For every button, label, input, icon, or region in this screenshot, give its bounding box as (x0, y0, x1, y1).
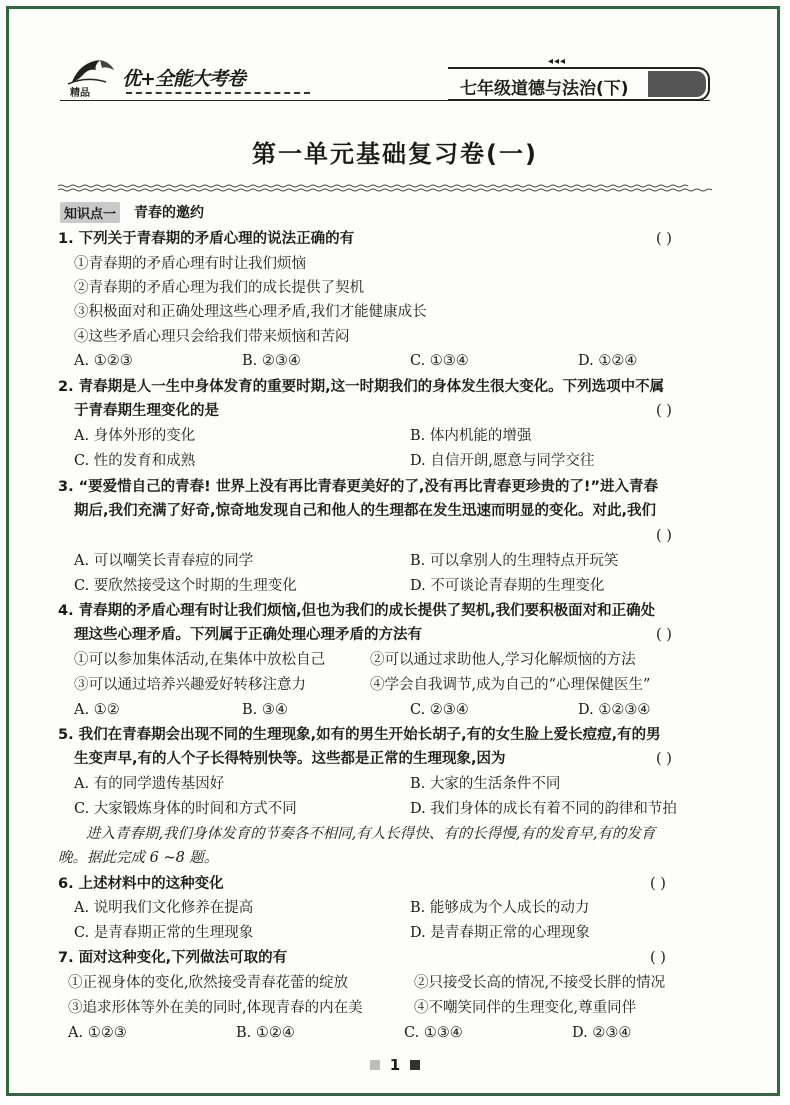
question-2-option-c: C. 性的发育和成熟 (74, 453, 196, 469)
header-subject: 七年级道德与法治(下) (460, 79, 629, 99)
question-4-item-1: ①可以参加集体活动,在集体中放松自己 (74, 652, 326, 668)
question-4-stem-line-2: 理这些心理矛盾。下列属于正确处理心理矛盾的方法有 (74, 627, 422, 643)
question-2-stem-line-1: 2. 青春期是人一生中身体发育的重要时期,这一时期我们的身体发生很大变化。下列选项中不属 (58, 379, 665, 395)
question-1-stem: 1. 下列关于青春期的矛盾心理的说法正确的有 (58, 231, 355, 247)
question-4-option-a: A. ①② (74, 702, 120, 718)
logo-dashed-rule (126, 92, 310, 94)
question-7-option-d: D. ②③④ (572, 1025, 632, 1041)
question-1-item-1: ①青春期的矛盾心理有时让我们烦恼 (74, 256, 306, 272)
question-5-answer-bracket: ( ) (656, 751, 672, 767)
question-6-option-d: D. 是青春期正常的心理现象 (410, 925, 590, 941)
question-4-option-d: D. ①②③④ (578, 702, 651, 718)
question-5-option-d: D. 我们身体的成长有着不同的韵律和节拍 (410, 801, 677, 817)
question-1-option-a: A. ①②③ (74, 353, 133, 369)
question-6-option-b: B. 能够成为个人成长的动力 (410, 900, 590, 916)
question-4-stem-line-1: 4. 青春期的矛盾心理有时让我们烦恼,但也为我们的成长提供了契机,我们要积极面对和正确处 (58, 603, 656, 619)
question-3-option-d: D. 不可谈论青春期的生理变化 (410, 578, 605, 594)
question-7-item-3: ③追求形体等外在美的同时,体现青春的内在美 (68, 1000, 363, 1016)
question-1-answer-bracket: ( ) (656, 231, 672, 247)
knowledge-point-tag: 知识点一 (60, 202, 120, 223)
question-5-stem-line-1: 5. 我们在青春期会出现不同的生理现象,如有的男生开始长胡子,有的女生脸上爱长痘痘,有的男 (58, 727, 661, 743)
question-3-answer-bracket: ( ) (656, 528, 672, 544)
question-6-answer-bracket: ( ) (650, 876, 666, 892)
question-2-answer-bracket: ( ) (656, 403, 672, 419)
logo-brand-text: 优+全能大考卷 (122, 68, 245, 90)
question-3-option-a: A. 可以嘲笑长青春痘的同学 (74, 553, 254, 569)
header-rule (60, 100, 710, 101)
knowledge-point-title: 青春的邀约 (134, 205, 205, 221)
page-title: 第一单元基础复习卷(一) (252, 140, 538, 168)
question-7-item-1: ①正视身体的变化,欣然接受青春花蕾的绽放 (68, 975, 349, 991)
question-4-option-b: B. ③④ (242, 702, 288, 718)
wavy-divider (58, 184, 712, 192)
page-footer (0, 1056, 790, 1074)
footer-left-square-icon (370, 1060, 380, 1070)
question-1-option-d: D. ①②④ (578, 353, 638, 369)
question-6-stem: 6. 上述材料中的这种变化 (58, 876, 224, 892)
question-7-option-b: B. ①②④ (236, 1025, 295, 1041)
question-7-item-2: ②只接受长高的情况,不接受长胖的情况 (414, 975, 666, 991)
footer-right-square-icon (410, 1060, 420, 1070)
question-2-stem-line-2: 于青春期生理变化的是 (74, 403, 219, 419)
question-6-option-c: C. 是青春期正常的生理现象 (74, 925, 254, 941)
question-7-option-a: A. ①②③ (68, 1025, 127, 1041)
question-5-option-b: B. 大家的生活条件不同 (410, 776, 561, 792)
question-3-stem-line-2: 期后,我们充满了好奇,惊奇地发现自己和他人的生理都在发生迅速而明显的变化。对此,我们 (74, 503, 657, 519)
question-4-item-3: ③可以通过培养兴趣爱好转移注意力 (74, 677, 306, 693)
question-3-option-c: C. 要欣然接受这个时期的生理变化 (74, 578, 297, 594)
question-4-item-4: ④学会自我调节,成为自己的“心理保健医生” (370, 677, 651, 693)
question-1-option-c: C. ①③④ (410, 353, 469, 369)
question-2-option-d: D. 自信开朗,愿意与同学交往 (410, 453, 595, 469)
reading-material-line-1: 进入青春期,我们身体发育的节奏各不相同,有人长得快、有的长得慢,有的发育早,有的发育 (86, 826, 656, 842)
question-3-stem-line-1: 3. “要爱惜自己的青春! 世界上没有再比青春更美好的了,没有再比青春更珍贵的了!”进入青春 (58, 479, 658, 495)
reading-material-line-2: 晚。据此完成 6 ~8 题。 (58, 850, 219, 866)
question-4-option-c: C. ②③④ (410, 702, 469, 718)
question-7-stem: 7. 面对这种变化,下列做法可取的有 (58, 950, 288, 966)
question-6-option-a: A. 说明我们文化修养在提高 (74, 900, 254, 916)
publisher-logo (66, 56, 246, 100)
question-7-item-4: ④不嘲笑同伴的生理变化,尊重同伴 (414, 1000, 637, 1016)
header-arrows: ◂◂◂ (548, 56, 567, 67)
question-2-option-b: B. 体内机能的增强 (410, 428, 532, 444)
question-5-option-a: A. 有的同学遗传基因好 (74, 776, 225, 792)
question-1-option-b: B. ②③④ (242, 353, 301, 369)
question-1-item-3: ③积极面对和正确处理这些心理矛盾,我们才能健康成长 (74, 304, 427, 320)
question-1-item-4: ④这些矛盾心理只会给我们带来烦恼和苦闷 (74, 329, 350, 345)
question-7-option-c: C. ①③④ (404, 1025, 463, 1041)
logo-small-text: 精品 (70, 88, 90, 99)
dolphin-logo-icon (66, 56, 122, 86)
question-1-item-2: ②青春期的矛盾心理为我们的成长提供了契机 (74, 280, 364, 296)
knowledge-point-heading (60, 203, 204, 221)
question-4-item-2: ②可以通过求助他人,学习化解烦恼的方法 (370, 652, 636, 668)
question-5-option-c: C. 大家锻炼身体的时间和方式不同 (74, 801, 297, 817)
page-number: 1 (389, 1056, 401, 1074)
question-7-answer-bracket: ( ) (650, 950, 666, 966)
question-5-stem-line-2: 生变声早,有的人个子长得特别快等。这些都是正常的生理现象,因为 (74, 751, 506, 767)
question-4-answer-bracket: ( ) (656, 627, 672, 643)
question-3-option-b: B. 可以拿别人的生理特点开玩笑 (410, 553, 619, 569)
question-2-option-a: A. 身体外形的变化 (74, 428, 196, 444)
header-dark-tab (648, 71, 706, 97)
